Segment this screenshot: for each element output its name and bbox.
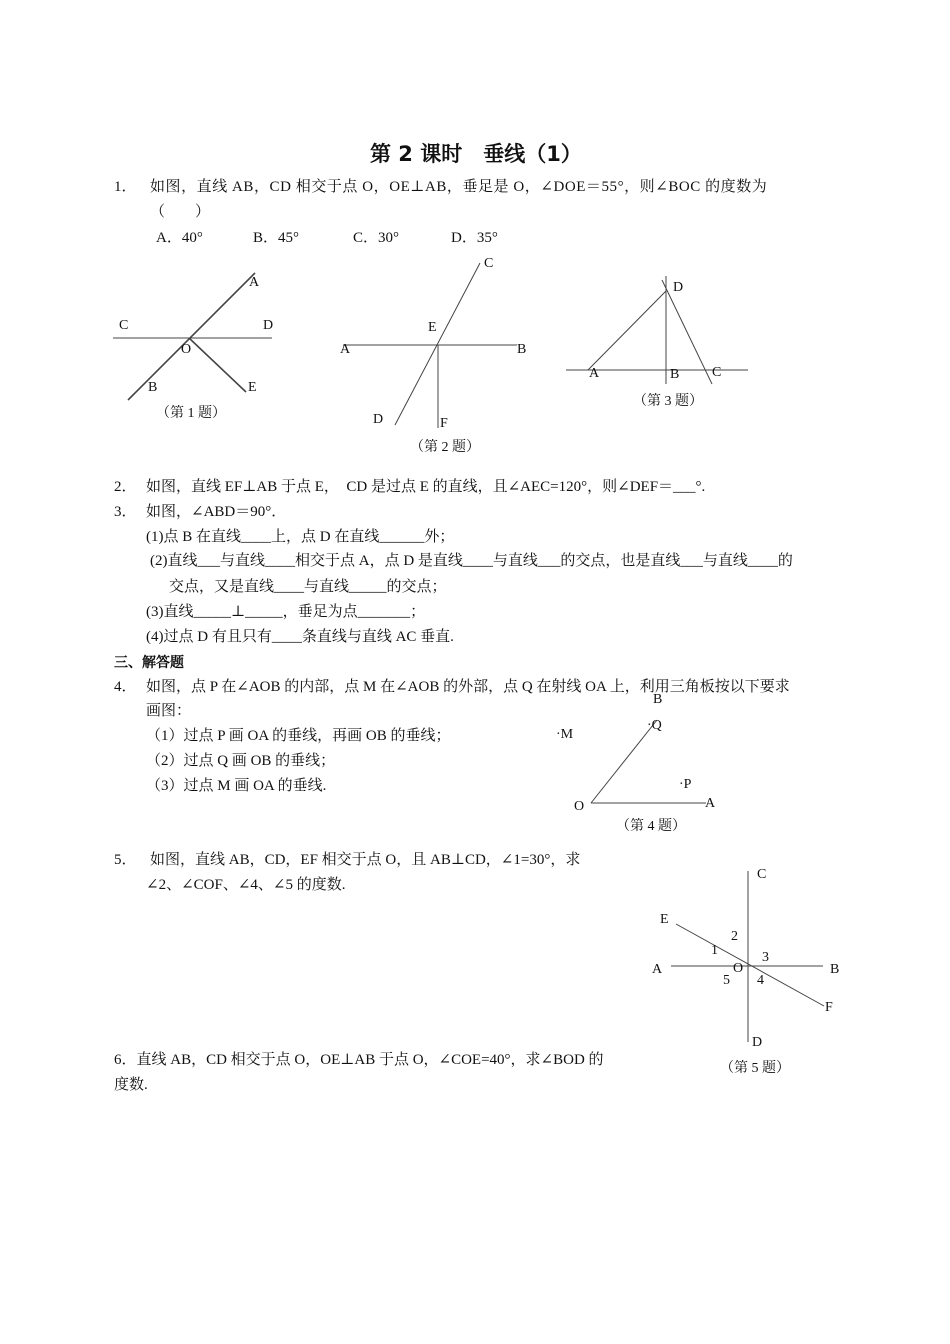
fig2-label-b: B bbox=[517, 342, 527, 357]
fig4-label-p: ·P bbox=[679, 777, 692, 792]
q1-number: 1． bbox=[114, 179, 137, 195]
fig5-angle-3: 3 bbox=[762, 950, 769, 965]
q1-option-b: B．45° bbox=[253, 230, 300, 246]
q4-number: 4． bbox=[114, 679, 137, 695]
q2-number: 2． bbox=[114, 479, 137, 495]
fig5-label-c: C bbox=[757, 867, 767, 882]
fig5-angle-4: 4 bbox=[757, 973, 764, 988]
q4-sub2: （2）过点 Q 画 OB 的垂线； bbox=[146, 753, 336, 769]
fig5-label-e: E bbox=[660, 912, 669, 927]
fig1-label-e: E bbox=[248, 380, 257, 395]
fig1-label-c: C bbox=[119, 318, 129, 333]
q3-sub2-line2: 交点，又是直线____与直线_____的交点； bbox=[169, 579, 447, 595]
fig5-label-f: F bbox=[825, 1000, 833, 1015]
q5-text: 如图，直线 AB，CD，EF 相交于点 O，且 AB⊥CD，∠1=30°，求 bbox=[150, 852, 581, 868]
page-title: 第 2 课时 垂线（1） bbox=[370, 142, 582, 166]
fig1-ray-oe bbox=[189, 338, 246, 392]
fig5-label-b: B bbox=[830, 962, 840, 977]
fig3-seg-da bbox=[588, 291, 666, 370]
q1-text: 如图，直线 AB，CD 相交于点 O，OE⊥AB，垂足是 O，∠DOE＝55°，则∠BOC 的度数为 bbox=[150, 179, 768, 195]
q4-sub1: （1）过点 P 画 OA 的垂线，再画 OB 的垂线； bbox=[146, 728, 451, 744]
q4-text-line2: 画图： bbox=[146, 703, 192, 719]
q2-text: 如图，直线 EF⊥AB 于点 E， CD 是过点 E 的直线，且∠AEC=120°，则∠DEF＝___°. bbox=[146, 479, 706, 495]
fig3-label-b: B bbox=[670, 367, 680, 382]
fig4-caption: （第 4 题） bbox=[616, 819, 686, 834]
fig2-caption: （第 2 题） bbox=[410, 440, 480, 455]
q5-text-line2: ∠2、∠COF、∠4、∠5 的度数. bbox=[146, 877, 346, 893]
fig5-angle-5: 5 bbox=[723, 973, 730, 988]
fig5-caption: （第 5 题） bbox=[720, 1061, 790, 1076]
fig4-label-q: ·Q bbox=[647, 718, 662, 733]
q1-option-a: A．40° bbox=[156, 230, 203, 246]
fig4-label-b: B bbox=[653, 692, 663, 707]
fig5-angle-2: 2 bbox=[731, 929, 738, 944]
fig2-label-d: D bbox=[373, 412, 384, 427]
fig4-label-a: A bbox=[705, 796, 716, 811]
section-heading: 三、解答题 bbox=[114, 655, 184, 671]
q1-option-d: D．35° bbox=[451, 230, 498, 246]
q5-number: 5． bbox=[114, 852, 137, 868]
q3-sub4: (4)过点 D 有且只有____条直线与直线 AC 垂直. bbox=[146, 629, 454, 645]
fig5-label-a: A bbox=[652, 962, 663, 977]
fig3-caption: （第 3 题） bbox=[633, 394, 703, 409]
fig4-label-m: ·M bbox=[556, 727, 574, 742]
q3-number: 3． bbox=[114, 504, 137, 520]
fig2-label-a: A bbox=[340, 342, 351, 357]
fig2-label-e: E bbox=[428, 320, 437, 335]
q6-text-line2: 度数. bbox=[114, 1077, 148, 1093]
fig3-label-d: D bbox=[673, 280, 684, 295]
fig5-label-d: D bbox=[752, 1035, 763, 1050]
q3-sub3: (3)直线_____⊥_____，垂足为点_______； bbox=[146, 604, 426, 620]
q3-sub1: (1)点 B 在直线____上，点 D 在直线______外； bbox=[146, 529, 455, 545]
q6-text: 6．直线 AB，CD 相交于点 O，OE⊥AB 于点 O，∠COE=40°，求∠BOD 的 bbox=[114, 1052, 604, 1068]
fig1-caption: （第 1 题） bbox=[156, 406, 226, 421]
q1-answer-paren: （ ） bbox=[150, 204, 211, 220]
fig2-label-f: F bbox=[440, 416, 448, 431]
fig1-label-b: B bbox=[148, 380, 158, 395]
q1-option-c: C．30° bbox=[353, 230, 400, 246]
q3-intro: 如图，∠ABD＝90°． bbox=[146, 504, 287, 520]
fig2-label-c: C bbox=[484, 256, 494, 271]
fig5-angle-1: 1 bbox=[711, 943, 718, 958]
q3-sub2-line1: (2)直线___与直线____相交于点 A，点 D 是直线____与直线___的交点，也是直线___与直线____的 bbox=[150, 553, 793, 569]
fig1-label-d: D bbox=[263, 318, 274, 333]
fig4-label-o: O bbox=[574, 799, 585, 814]
q4-sub3: （3）过点 M 画 OA 的垂线. bbox=[146, 778, 327, 794]
fig5-label-o: O bbox=[733, 961, 744, 976]
fig3-label-c: C bbox=[712, 365, 722, 380]
fig5-line-ef bbox=[676, 924, 824, 1006]
fig1-label-o: O bbox=[181, 342, 192, 357]
fig3-label-a: A bbox=[589, 366, 600, 381]
q4-text: 如图，点 P 在∠AOB 的内部，点 M 在∠AOB 的外部，点 Q 在射线 OA 上，利用三角板按以下要求 bbox=[146, 679, 790, 695]
fig1-label-a: A bbox=[249, 275, 260, 290]
